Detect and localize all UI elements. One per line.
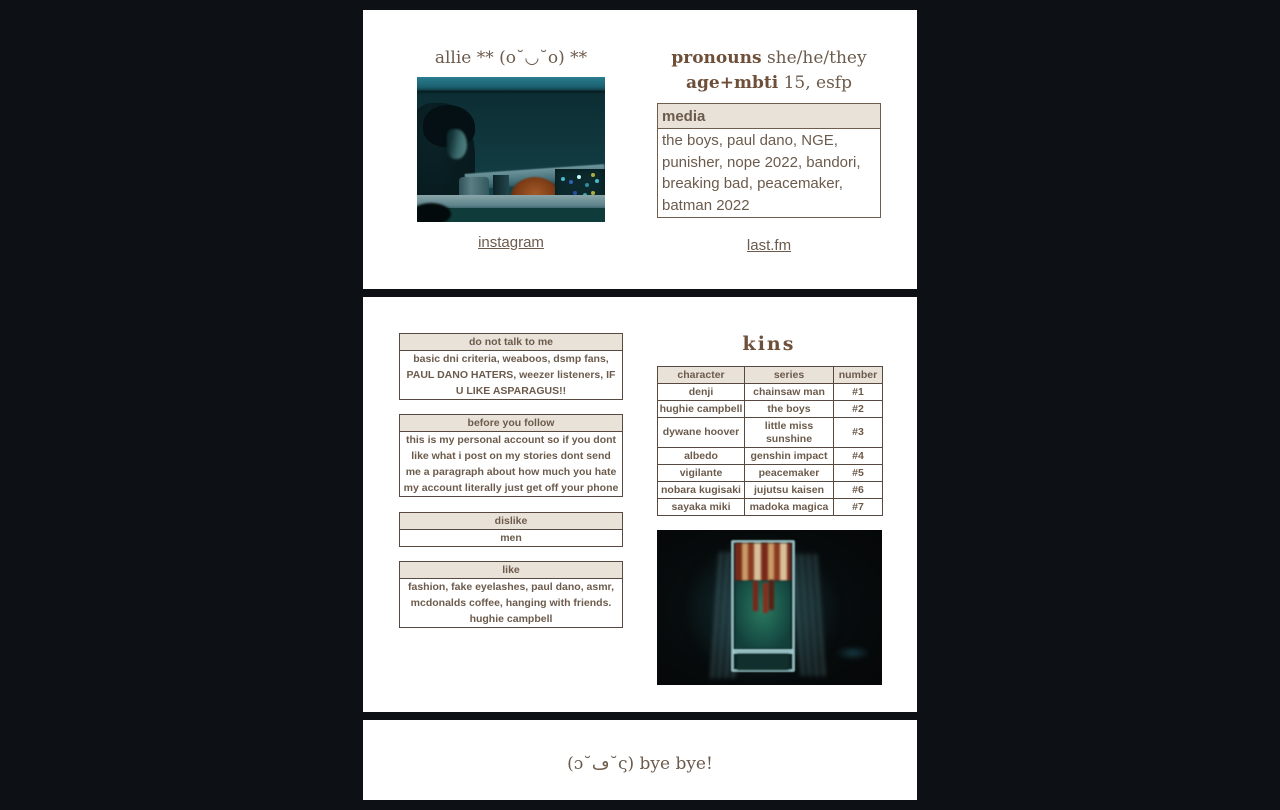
photo-red-drips (753, 581, 758, 611)
dislike-box-header: dislike (400, 513, 622, 530)
kins-row (658, 418, 883, 448)
dni-box-header: do not talk to me (400, 334, 622, 351)
footer-panel (363, 720, 917, 800)
kins-col-character: character (658, 367, 745, 384)
dni-box (399, 333, 623, 400)
kins-row (658, 482, 883, 499)
age-mbti-value: 15, esfp (783, 73, 852, 93)
page (363, 10, 917, 800)
kins-row (658, 384, 883, 401)
photo-dim-glow (835, 646, 871, 660)
dislike-box (399, 512, 623, 547)
photo-red-valance (735, 543, 791, 581)
profile-left-column (399, 46, 623, 289)
page-title: allie ** (o˘◡˘o) ** (434, 48, 588, 68)
pronouns-label: pronouns (671, 48, 762, 68)
kin-character: nobara kugisaki (658, 482, 745, 499)
like-box (399, 561, 623, 628)
kins-col-series: series (745, 367, 834, 384)
photo-person-face (447, 129, 467, 159)
profile-right-column (657, 46, 881, 289)
farewell-text: (ɔ˘ڡ˘ς) bye bye! (567, 754, 713, 774)
kins-row (658, 448, 883, 465)
dni-box-body: basic dni criteria, weaboos, dsmp fans, PAUL DANO HATERS, weezer listeners, IF U LIKE ASPARAGUS!! (406, 353, 616, 397)
age-mbti-line (657, 71, 881, 96)
kins-col-number: number (834, 367, 883, 384)
kin-series: little miss sunshine (745, 418, 834, 448)
before-you-follow-header: before you follow (400, 415, 622, 432)
photo-window-glass (735, 581, 791, 649)
window-photo (657, 530, 882, 685)
kin-character: hughie campbell (658, 401, 745, 418)
kins-table (657, 366, 883, 516)
kin-series: jujutsu kaisen (745, 482, 834, 499)
pronouns-line (657, 46, 881, 71)
pronouns-value: she/he/they (766, 48, 867, 68)
before-you-follow-box (399, 414, 623, 497)
kins-row (658, 465, 883, 482)
instagram-link[interactable]: instagram (478, 234, 544, 251)
like-box-header: like (400, 562, 622, 579)
kin-character: denji (658, 384, 745, 401)
like-box-body: fashion, fake eyelashes, paul dano, asmr, mcdonalds coffee, hanging with friends. hughie campbell (407, 581, 614, 625)
kin-character: albedo (658, 448, 745, 465)
instagram-link-row (399, 234, 623, 252)
kin-series: the boys (745, 401, 834, 418)
lastfm-link[interactable]: last.fm (746, 237, 792, 254)
kin-character: vigilante (658, 465, 745, 482)
age-mbti-label: age+mbti (686, 73, 779, 93)
kin-number: #5 (834, 465, 883, 482)
kin-number: #2 (834, 401, 883, 418)
kin-number: #4 (834, 448, 883, 465)
kins-title: kins (742, 333, 796, 355)
lastfm-link-row (657, 237, 881, 255)
kin-character: dywane hoover (658, 418, 745, 448)
kin-number: #6 (834, 482, 883, 499)
profile-photo (417, 77, 605, 222)
before-you-follow-body: this is my personal account so if you dont like what i post on my stories dont send me a paragraph about how much you hate my account literally just get off your phone (403, 434, 619, 494)
dislike-box-body: men (500, 532, 522, 544)
kin-character: sayaka miki (658, 499, 745, 516)
photo-cable (417, 203, 451, 222)
kin-series: madoka magica (745, 499, 834, 516)
kin-number: #1 (834, 384, 883, 401)
media-table-header: media (658, 104, 881, 129)
info-left-column (399, 333, 623, 712)
media-table-body: the boys, paul dano, NGE, punisher, nope 2022, bandori, breaking bad, peacemaker, batman 2022 (658, 129, 881, 218)
media-table (657, 103, 881, 218)
info-right-column (657, 333, 881, 712)
kin-series: genshin impact (745, 448, 834, 465)
kin-series: peacemaker (745, 465, 834, 482)
photo-window-lower-sash (737, 654, 789, 670)
kin-number: #7 (834, 499, 883, 516)
profile-panel (363, 10, 917, 289)
kins-header-row (658, 367, 883, 384)
kin-series: chainsaw man (745, 384, 834, 401)
kins-row (658, 499, 883, 516)
kins-row (658, 401, 883, 418)
info-panel (363, 297, 917, 712)
kin-number: #3 (834, 418, 883, 448)
